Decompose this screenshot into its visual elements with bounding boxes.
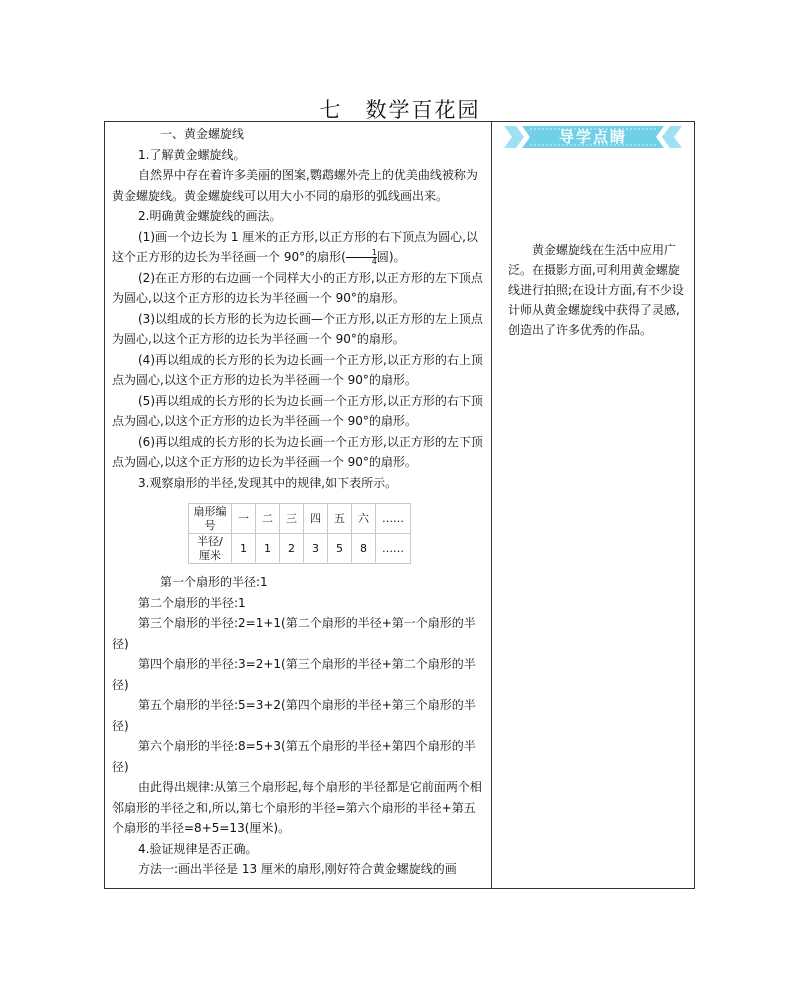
- table-header-cell: 半径/厘米: [189, 534, 232, 564]
- paragraph: 1.了解黄金螺旋线。: [138, 147, 246, 162]
- paragraph: 4.验证规律是否正确。: [138, 841, 258, 856]
- table-cell: 六: [352, 504, 376, 534]
- table-cell: 三: [280, 504, 304, 534]
- column-divider: [491, 121, 492, 889]
- table-cell: 1: [256, 534, 280, 564]
- section-heading: 一、黄金螺旋线: [160, 127, 245, 141]
- paragraph: (5)再以组成的长方形的长为边长画一个正方形,以正方形的右下顶点为圆心,以这个正方形的边长为半径画一个 90°的扇形。: [112, 393, 483, 428]
- guide-banner: [498, 124, 688, 150]
- paragraph: 第一个扇形的半径:1: [160, 575, 268, 589]
- paragraph: 第二个扇形的半径:1: [138, 595, 246, 610]
- table-cell: ……: [376, 534, 411, 564]
- table-cell: 5: [328, 534, 352, 564]
- paragraph: (2)在正方形的右边画一个同样大小的正方形,以正方形的左下顶点为圆心,以这个正方形的边长为半径画一个 90°的扇形。: [112, 270, 483, 305]
- paragraph: (3)以组成的长方形的长为边长画—个正方形,以正方形的左上顶点为圆心,以这个正方形的边长为半径画一个 90°的扇形。: [112, 311, 483, 346]
- step-1-text: (1)画一个边长为 1 厘米的正方形,以正方形的右下顶点为圆心,以这个正方形的边长为半径画一个 90°的扇形(: [112, 229, 478, 264]
- table-row: [189, 504, 411, 534]
- step-1-paragraph: [112, 227, 484, 268]
- page-title: 七 数学百花园: [319, 98, 481, 122]
- side-note: 黄金螺旋线在生活中应用广泛。在摄影方面,可利用黄金螺旋线进行拍照;在设计方面,有不少设计师从黄金螺旋线中获得了灵感,创造出了许多优秀的作品。: [508, 243, 684, 337]
- side-column: [498, 124, 688, 337]
- fraction-numerator: 1: [346, 249, 377, 258]
- table-row: [189, 534, 411, 564]
- radius-table: [188, 503, 411, 564]
- table-cell: 二: [256, 504, 280, 534]
- quarter-fraction: [346, 249, 377, 266]
- table-cell: 3: [304, 534, 328, 564]
- table-cell: 2: [280, 534, 304, 564]
- paragraph: 第六个扇形的半径:8=5+3(第五个扇形的半径+第四个扇形的半径): [112, 739, 476, 774]
- paragraph: 第四个扇形的半径:3=2+1(第三个扇形的半径+第二个扇形的半径): [112, 657, 476, 692]
- paragraph: 由此得出规律:从第三个扇形起,每个扇形的半径都是它前面两个相邻扇形的半径之和,所以,第七个扇形的半径=第六个扇形的半径+第五个扇形的半径=8+5=13(厘米)。: [112, 780, 482, 835]
- table-cell: 四: [304, 504, 328, 534]
- table-cell: 五: [328, 504, 352, 534]
- table-cell: 1: [232, 534, 256, 564]
- paragraph: 方法一:画出半径是 13 厘米的扇形,刚好符合黄金螺旋线的画: [138, 862, 457, 876]
- paragraph: (4)再以组成的长方形的长为边长画一个正方形,以正方形的右上顶点为圆心,以这个正方形的边长为半径画一个 90°的扇形。: [112, 352, 483, 387]
- table-header-cell: 扇形编号: [189, 504, 232, 534]
- paragraph: 第五个扇形的半径:5=3+2(第四个扇形的半径+第三个扇形的半径): [112, 698, 476, 733]
- paragraph: 自然界中存在着许多美丽的图案,鹦鹉螺外壳上的优美曲线被称为黄金螺旋线。黄金螺旋线可以用大小不同的扇形的弧线画出来。: [112, 168, 478, 203]
- paragraph: (6)再以组成的长方形的长为边长画一个正方形,以正方形的左下顶点为圆心,以这个正方形的边长为半径画一个 90°的扇形。: [112, 434, 483, 469]
- table-cell: 8: [352, 534, 376, 564]
- table-cell: ……: [376, 504, 411, 534]
- paragraph: 第三个扇形的半径:2=1+1(第二个扇形的半径+第一个扇形的半径): [112, 616, 476, 651]
- paragraph: 2.明确黄金螺旋线的画法。: [138, 209, 282, 223]
- step-1-suffix: 圆)。: [376, 250, 406, 264]
- main-column: [112, 124, 484, 880]
- paragraph: 3.观察扇形的半径,发现其中的规律,如下表所示。: [138, 475, 398, 490]
- fraction-denominator: 4: [371, 257, 377, 266]
- banner-title: 导学点睛: [558, 128, 627, 146]
- table-cell: 一: [232, 504, 256, 534]
